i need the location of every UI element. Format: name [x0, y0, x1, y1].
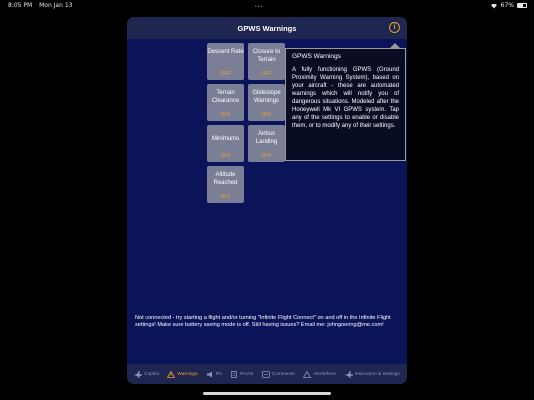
status-date: Mon Jan 13	[39, 2, 73, 9]
connection-message: Not connected - try starting a flight and/or turning "Infinite Flight Connect" on and off in the Infinite Flight settings! Make sure battery saving mode is off. Still having issues? Email me: johngoering@me.com!	[135, 315, 391, 328]
tab-comments[interactable]	[262, 371, 295, 378]
status-bar-left	[8, 2, 77, 9]
battery-icon	[517, 3, 527, 8]
tile-label: Altitude Reached	[213, 172, 238, 186]
tab-pa[interactable]	[206, 371, 222, 378]
tile-airbus-landing[interactable]	[248, 125, 285, 162]
tab-bar	[127, 364, 407, 384]
battery-percent: 67%	[500, 2, 514, 9]
tile-glideslope-warnings[interactable]	[248, 84, 285, 121]
tab-label: Copilot	[144, 371, 160, 377]
home-indicator[interactable]	[203, 392, 331, 395]
popover-title: GPWS Warnings	[292, 53, 341, 60]
tab-alerts-nav[interactable]	[303, 371, 336, 378]
tile-altitude-reached[interactable]	[207, 166, 244, 203]
page-title: GPWS Warnings	[237, 23, 297, 33]
tile-state: OFF	[261, 112, 272, 118]
tab-raas[interactable]	[230, 371, 253, 378]
tab-label: Warnings	[177, 371, 198, 377]
info-icon[interactable]: i	[389, 22, 400, 33]
tile-closure-to-terrain[interactable]	[248, 43, 285, 80]
popover-body: A fully functioning GPWS (Ground Proximity Warning System), based on your aircraft - these are automated warnings which will notify you of dangerous situations. Modeled after the Honeywell Mk VI GPWS system. Tap any of the settings to enable or disable them, or to modify any of their settings.	[292, 67, 399, 129]
tile-label: Glideslope Warnings	[252, 90, 281, 104]
tile-state: OFF	[220, 112, 231, 118]
tile-label: Descent Rate	[207, 49, 244, 55]
tile-state: OFF	[261, 153, 272, 159]
tab-label: PA	[215, 371, 222, 377]
tab-warnings[interactable]	[167, 371, 197, 378]
status-time: 8:05 PM	[8, 2, 33, 9]
warning-icon	[167, 371, 175, 378]
comments-icon	[262, 371, 270, 378]
panel-header	[127, 17, 407, 39]
tab-label: Comments	[271, 371, 295, 377]
tile-state: OFF	[220, 194, 231, 200]
tile-label: Airbus Landing	[255, 131, 278, 145]
tab-label: RAAS	[240, 371, 254, 377]
tile-terrain-clearance[interactable]	[207, 84, 244, 121]
tab-label: Alerts/NAV	[313, 371, 337, 377]
copilot-icon	[134, 371, 142, 378]
multitask-dots[interactable]: •••	[255, 4, 264, 10]
tile-state: OFF	[261, 71, 272, 77]
tile-state: OFF	[220, 153, 231, 159]
tile-descent-rate[interactable]	[207, 43, 244, 80]
wifi-icon	[490, 3, 498, 9]
tab-copilot[interactable]	[134, 371, 159, 378]
settings-icon	[345, 371, 353, 378]
tile-label: Terrain Clearance	[211, 90, 240, 104]
status-bar-right	[490, 2, 527, 9]
tab-label: Instruction & Settings	[354, 371, 400, 377]
pa-icon	[206, 371, 214, 378]
alerts-icon	[303, 371, 311, 378]
tile-minimums[interactable]	[207, 125, 244, 162]
info-popover	[285, 48, 406, 161]
tile-label: Minimums	[211, 136, 240, 142]
tab-instruction-settings[interactable]	[345, 371, 400, 378]
tile-label: Closure to Terrain	[252, 49, 281, 63]
raas-icon	[230, 371, 238, 378]
tile-state: OFF	[220, 71, 231, 77]
